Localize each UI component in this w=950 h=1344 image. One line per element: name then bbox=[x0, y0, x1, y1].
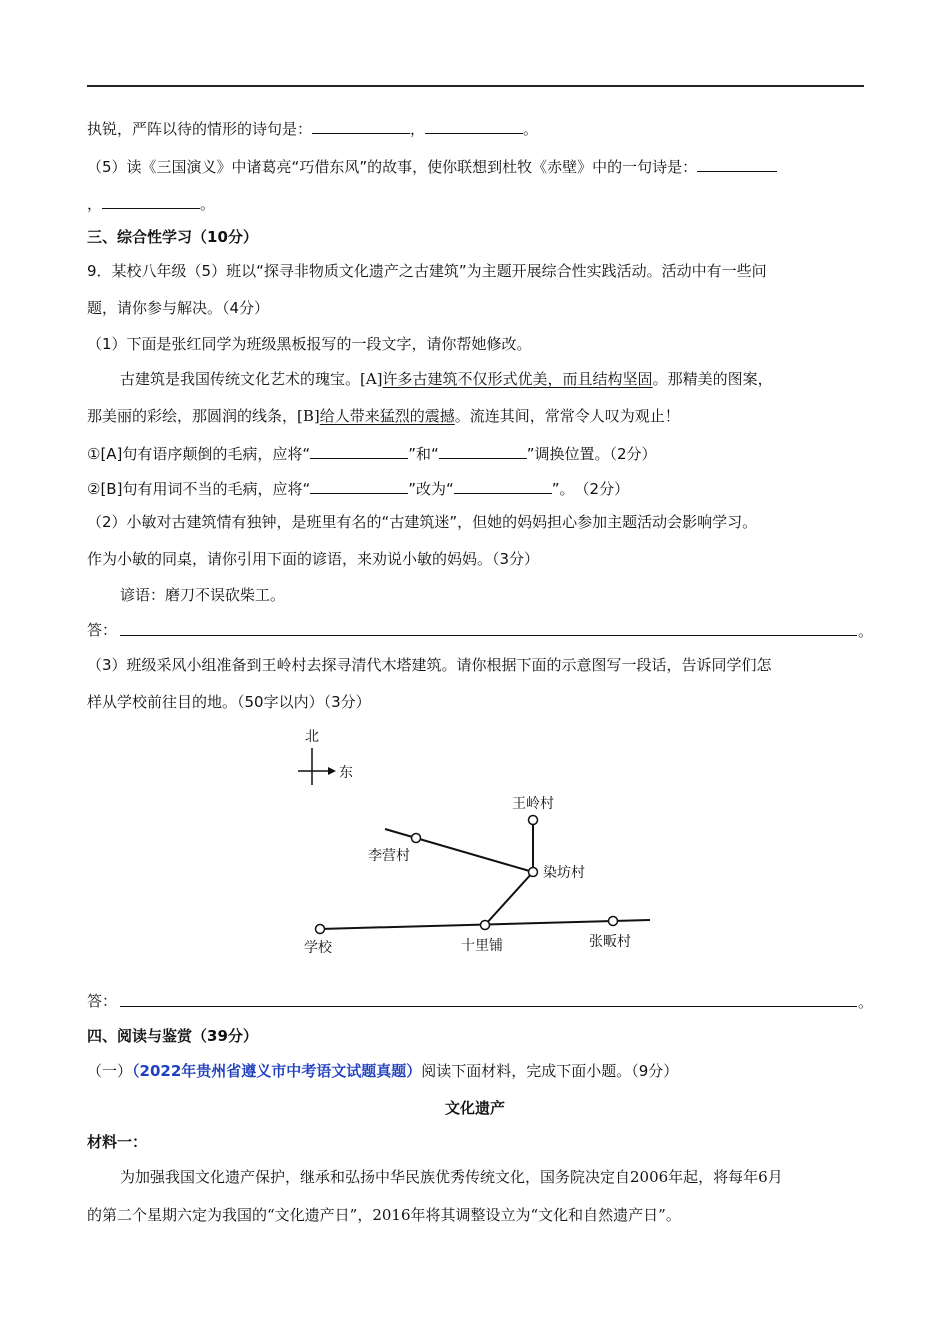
passage-2b: 。流连其间，常常令人叹为观止！ bbox=[454, 407, 680, 425]
q5-text: （5）读《三国演义》中诸葛亮“巧借东风”的故事，使你联想到杜牧《赤壁》中的一句诗是： bbox=[87, 158, 698, 176]
q9-part1: （1）下面是张红同学为班级黑板报写的一段文字，请你帮她修改。 bbox=[87, 335, 532, 353]
east-label: 东 bbox=[339, 765, 353, 781]
item2-a: ②[B]句有用词不当的毛病，应将“ bbox=[87, 480, 311, 498]
passage-2a: 那美丽的彩绘，那圆润的线条，[B] bbox=[87, 407, 320, 425]
answer-label-1: 答： bbox=[87, 621, 118, 639]
q9-part2-line1: （2）小敏对古建筑情有独钟，是班里有名的“古建筑迷”，但她的妈妈担心参加主题活动会影响学习。 bbox=[87, 513, 758, 531]
label-ranfang: 染坊村 bbox=[543, 865, 585, 881]
roads bbox=[320, 820, 650, 929]
q9-part2-line2: 作为小敏的同桌，请你引用下面的谚语，来劝说小敏的妈妈。（3分） bbox=[87, 550, 540, 568]
label-zhangtuan: 张畈村 bbox=[589, 934, 631, 950]
label-liying: 李营村 bbox=[368, 848, 410, 864]
part-instruction: 阅读下面材料，完成下面小题。（9分） bbox=[421, 1062, 679, 1080]
section4-title: 四、阅读与鉴赏（39分） bbox=[87, 1027, 258, 1045]
answer-line-2[interactable] bbox=[120, 988, 857, 1007]
q5-cont-start: ， bbox=[87, 195, 103, 213]
node-ranfang bbox=[529, 868, 538, 877]
proverb: 谚语：磨刀不误砍柴工。 bbox=[120, 586, 286, 604]
item1-a: ①[A]句有语序颠倒的毛病，应将“ bbox=[87, 445, 311, 463]
material1-line2: 的第二个星期六定为我国的“文化遗产日”，2016年将其调整设立为“文化和自然遗产日”。 bbox=[87, 1206, 681, 1224]
passage-sentence-b: 给人带来猛烈的震撼 bbox=[319, 407, 455, 425]
article-title: 文化遗产 bbox=[444, 1099, 505, 1117]
node-school bbox=[316, 925, 325, 934]
item1-b: ”和“ bbox=[408, 445, 439, 463]
answer-label-2: 答： bbox=[87, 992, 118, 1010]
item2-b: ”改为“ bbox=[408, 480, 454, 498]
passage-1b: 。那精美的图案， bbox=[652, 370, 773, 388]
q4-end: 。 bbox=[523, 120, 539, 138]
q5-end: 。 bbox=[200, 195, 216, 213]
q4-tail-text: 执锐，严阵以待的情形的诗句是： bbox=[87, 120, 313, 138]
q9-intro-2: 题，请你参与解决。（4分） bbox=[87, 299, 270, 317]
section3-title: 三、综合性学习（10分） bbox=[87, 228, 258, 246]
node-shilipu bbox=[481, 921, 490, 930]
q9-part3-line2: 样从学校前往目的地。（50字以内）（3分） bbox=[87, 693, 371, 711]
material1-line1: 为加强我国文化遗产保护，继承和弘扬中华民族优秀传统文化，国务院决定自2006年起，将每年6月 bbox=[120, 1168, 783, 1186]
section4-part1 bbox=[87, 1061, 678, 1081]
node-zhangtuan bbox=[609, 917, 618, 926]
answer-end-1: 。 bbox=[858, 622, 874, 640]
item1-c: ”调换位置。（2分） bbox=[526, 445, 657, 463]
north-label: 北 bbox=[305, 729, 319, 745]
passage-1a: 古建筑是我国传统文化艺术的瑰宝。[A] bbox=[120, 370, 383, 388]
node-wangling bbox=[529, 816, 538, 825]
label-school: 学校 bbox=[304, 940, 332, 956]
q9-part3-line1: （3）班级采风小组准备到王岭村去探寻清代木塔建筑。请你根据下面的示意图写一段话，告诉同学们怎 bbox=[87, 656, 772, 674]
q9-intro-1: 9．某校八年级（5）班以“探寻非物质文化遗产之古建筑”为主题开展综合性实践活动。活动中有一些问 bbox=[87, 262, 767, 280]
compass bbox=[298, 729, 353, 785]
part-label: （一） bbox=[87, 1062, 133, 1080]
road-ranfang-shilipu bbox=[485, 872, 533, 925]
label-shilipu: 十里铺 bbox=[461, 938, 503, 954]
label-wangling: 王岭村 bbox=[512, 796, 554, 812]
material1-label: 材料一： bbox=[87, 1133, 148, 1151]
passage-sentence-a: 许多古建筑不仅形式优美，而且结构坚固 bbox=[382, 370, 653, 388]
source-link[interactable]: （2022年贵州省遵义市中考语文试题真题） bbox=[132, 1062, 422, 1080]
node-liying bbox=[412, 834, 421, 843]
answer-end-2: 。 bbox=[858, 993, 874, 1011]
q4-separator: ， bbox=[410, 120, 426, 138]
item2-c: ”。 （2分） bbox=[551, 480, 630, 498]
